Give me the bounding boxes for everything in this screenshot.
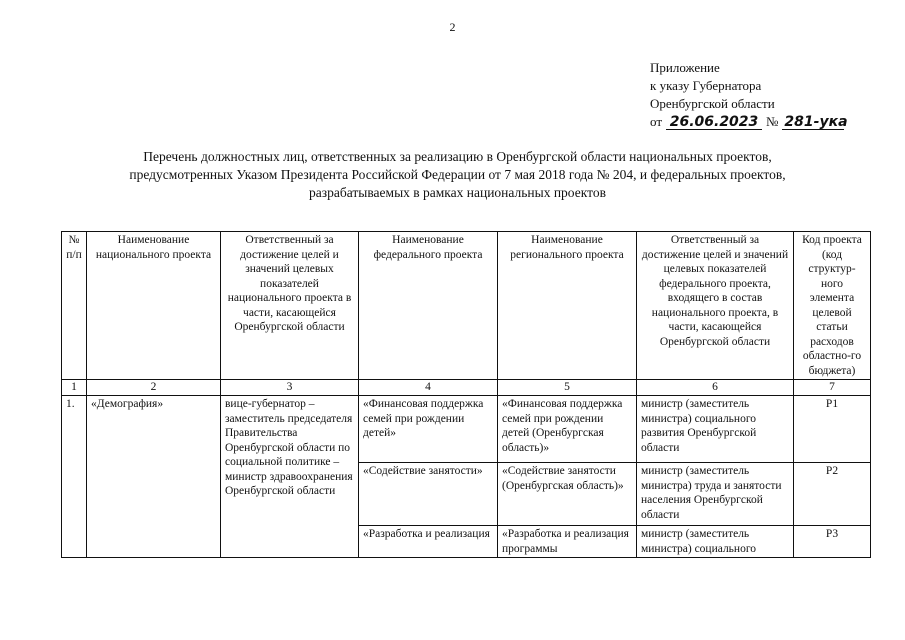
federal-project-responsible: министр (заместитель министра) социального развития Оренбургской области bbox=[637, 396, 794, 463]
federal-project-responsible: министр (заместитель министра) труда и занятости населения Оренбургской области bbox=[637, 463, 794, 526]
regional-project-name: «Финансовая поддержка семей при рождении детей (Оренбургская область)» bbox=[498, 396, 637, 463]
row-number: 1. bbox=[62, 396, 87, 558]
header-cell: Ответственный за достижение целей и значений целевых показателей федерального проекта, входящего в состав национального проекта, в части, касающейся Оренбургской области bbox=[637, 232, 794, 380]
page-number: 2 bbox=[449, 20, 456, 34]
header-cell: Наименование федерального проекта bbox=[359, 232, 498, 380]
handwritten-date: 26.06.2023 bbox=[666, 115, 762, 130]
appendix-date-line bbox=[650, 113, 848, 131]
index-cell: 7 bbox=[794, 380, 871, 396]
header-cell: Наименование регионального проекта bbox=[498, 232, 637, 380]
index-cell: 1 bbox=[62, 380, 87, 396]
federal-project-name: «Содействие занятости» bbox=[359, 463, 498, 526]
index-cell: 4 bbox=[359, 380, 498, 396]
index-cell: 2 bbox=[87, 380, 221, 396]
appendix-block bbox=[650, 59, 848, 131]
title-line-3: разрабатываемых в рамках национальных проектов bbox=[309, 185, 606, 200]
header-cell: Наименование национального проекта bbox=[87, 232, 221, 380]
table-row bbox=[62, 396, 871, 463]
column-index-row bbox=[62, 380, 871, 396]
regional-project-name: «Разработка и реализация программы bbox=[498, 526, 637, 558]
appendix-line-2: к указу Губернатора bbox=[650, 78, 762, 93]
handwritten-number: 281-ука bbox=[784, 114, 848, 130]
title-line-2: предусмотренных Указом Президента Российской Федерации от 7 мая 2018 года № 204, и федеральных проектов, bbox=[129, 167, 786, 182]
table-header-row bbox=[62, 232, 871, 380]
national-project-responsible: вице-губернатор – заместитель председателя Правительства Оренбургской области по социальной политике – министр здравоохранения Оренбургской области bbox=[221, 396, 359, 558]
appendix-line-3: Оренбургской области bbox=[650, 96, 775, 111]
index-cell: 5 bbox=[498, 380, 637, 396]
number-label: № bbox=[766, 114, 779, 129]
index-cell: 3 bbox=[221, 380, 359, 396]
from-label: от bbox=[650, 114, 663, 129]
project-code: Р3 bbox=[794, 526, 871, 558]
appendix-line-1: Приложение bbox=[650, 60, 720, 75]
index-cell: 6 bbox=[637, 380, 794, 396]
header-cell: Код проекта (код структур-ного элемента целевой статьи расходов областно-го бюджета) bbox=[794, 232, 871, 380]
regional-project-name: «Содействие занятости (Оренбургская область)» bbox=[498, 463, 637, 526]
header-cell: № п/п bbox=[62, 232, 87, 380]
document-title bbox=[40, 148, 875, 202]
federal-project-name: «Разработка и реализация bbox=[359, 526, 498, 558]
national-project-name: «Демография» bbox=[87, 396, 221, 558]
project-code: Р1 bbox=[794, 396, 871, 463]
title-line-1: Перечень должностных лиц, ответственных за реализацию в Оренбургской области национальных проектов, bbox=[143, 149, 772, 164]
federal-project-name: «Финансовая поддержка семей при рождении детей» bbox=[359, 396, 498, 463]
project-code: Р2 bbox=[794, 463, 871, 526]
federal-project-responsible: министр (заместитель министра) социального bbox=[637, 526, 794, 558]
header-cell: Ответственный за достижение целей и значений целевых показателей национального проекта в части, касающейся Оренбургской области bbox=[221, 232, 359, 380]
responsibility-table bbox=[61, 231, 871, 558]
